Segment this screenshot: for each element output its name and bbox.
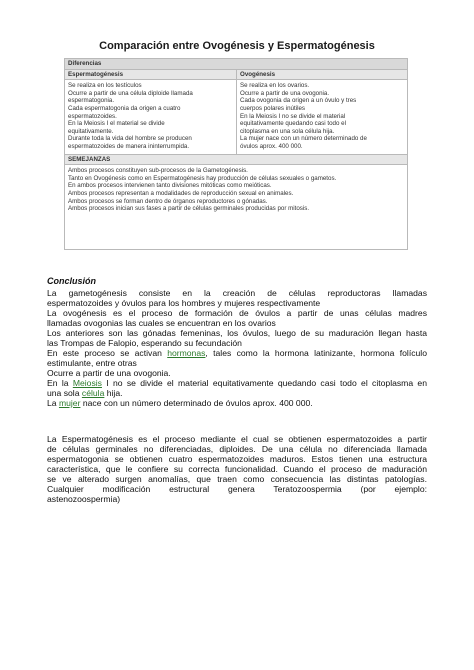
table-line: En ambos procesos intervienen tanto divisiones mitóticas como meióticas. <box>68 182 272 190</box>
table-header-differences: Diferencias <box>65 59 407 70</box>
text-span: una sola <box>47 388 82 398</box>
text-line: astenozoospermia) <box>47 494 121 504</box>
meiosis-link[interactable]: Meiosis <box>72 378 102 388</box>
text-line: las Trompas de Falopio, esperando su fecundación <box>47 338 242 348</box>
text-line: se ve alterado surgen anomalías, que traen como consecuencia las distintas patologías. <box>47 474 427 484</box>
text-line: espermatogonia se obtienen cuatro espermatozoides maduros. Estos tienen una estructura <box>47 454 427 464</box>
text-line <box>47 348 427 358</box>
table-line: Cada espermatogonia da origen a cuatro <box>68 104 181 112</box>
text-span: En la <box>47 378 73 388</box>
table-line: Se realiza en los testículos <box>68 82 142 90</box>
column-head-spermatogenesis: Espermatogénesis <box>65 70 236 81</box>
text-line: espermatozoides y óvulos para los hombres y mujeres respectivamente <box>47 298 321 308</box>
text-line: La ovogénesis es el proceso de formación de óvulos a partir de unas células madres <box>47 308 427 318</box>
table-line: citoplasma en una sola célula hija. <box>240 127 335 135</box>
table-line: espermatozoides. <box>68 112 117 120</box>
text-line: La Espermatogénesis es el proceso mediante el cual se obtienen espermatozoides a partir <box>47 434 427 444</box>
table-line: cuerpos polares inútiles <box>240 104 306 112</box>
text-span: I no se divide el material equitativamente quedando casi todo el citoplasma en <box>101 378 427 388</box>
conclusion-heading: Conclusión <box>47 276 96 286</box>
column-head-oogenesis: Ovogénesis <box>237 70 407 81</box>
column-body-spermatogenesis <box>65 80 236 153</box>
text-line <box>47 378 427 388</box>
similarities-body <box>65 165 407 215</box>
column-oogenesis <box>236 70 407 154</box>
spermatogenesis-paragraph <box>47 434 427 504</box>
column-body-oogenesis <box>237 80 407 153</box>
text-span: nace con un número determinado de óvulos aprox. 400 000. <box>80 398 313 408</box>
table-line: Durante toda la vida del hombre se producen <box>68 135 192 143</box>
conclusion-body <box>47 288 427 408</box>
table-header-similarities: SEMEJANZAS <box>65 155 407 166</box>
celula-link[interactable]: célula <box>81 388 105 398</box>
text-line: Los anteriores son las gónadas femeninas, los óvulos, luego de su maduración llegan hasta <box>47 328 427 338</box>
text-span: hija. <box>104 388 123 398</box>
table-line: Ambos procesos constituyen sub-procesos de la Gametogénesis. <box>68 167 248 175</box>
table-line: Ocurre a partir de una célula diploide llamada <box>68 89 193 97</box>
text-span: , tales como la hormona latinizante, hormona folículo <box>205 348 427 358</box>
text-line: La gametogénesis consiste en la creación de células reproductoras llamadas <box>47 288 427 298</box>
text-span: La <box>47 398 59 408</box>
table-line: Ocurre a partir de una ovogonia. <box>240 89 330 97</box>
comparison-table <box>64 58 408 250</box>
table-line: Cada ovogonia da origen a un óvulo y tres <box>240 97 357 105</box>
table-line: Se realiza en los ovarios. <box>240 82 310 90</box>
table-line: espermatogonia. <box>68 97 115 105</box>
table-line: En la Meiosis I no se divide el material <box>240 112 346 120</box>
table-line: En la Meiosis I el material se divide <box>68 120 165 128</box>
table-columns <box>65 70 407 155</box>
table-line: equitativamente. <box>68 127 114 135</box>
text-line: llamadas ovogonias las cuales se encuentran en los ovarios <box>47 318 276 328</box>
table-line: óvulos aprox. 400 000. <box>240 142 303 150</box>
hormonas-link[interactable]: hormonas <box>167 348 206 358</box>
table-line: Ambos procesos inician sus fases a partir de células germinales producidas por mitosis. <box>68 205 310 213</box>
text-line <box>47 388 427 398</box>
table-line: Tanto en Ovogénesis como en Espermatogénesis hay producción de células sexuales o gametos. <box>68 174 337 182</box>
text-line: estimulante, entre otras <box>47 358 137 368</box>
mujer-link[interactable]: mujer <box>58 398 81 408</box>
table-line: espermatozoides de manera ininterrumpida. <box>68 142 190 150</box>
text-line: Ocurre a partir de una ovogonia. <box>47 368 171 378</box>
text-span: En este proceso se activan <box>47 348 168 358</box>
text-line <box>47 398 427 408</box>
text-line: Cualquier modificación estructural genera Teratozoospermia (por ejemplo: <box>47 484 427 494</box>
column-spermatogenesis <box>65 70 236 154</box>
table-line: La mujer nace con un número determinado de <box>240 135 367 143</box>
table-line: Ambos procesos representan a modalidades de reproducción sexual en animales. <box>68 189 294 197</box>
table-line: equitativamente quedando casi todo el <box>240 120 346 128</box>
text-line: de células germinales no diferenciadas, diploides. De una célula no diferenciada llamada <box>47 444 427 454</box>
page-title: Comparación entre Ovogénesis y Espermatogénesis <box>99 40 375 52</box>
table-line: Ambos procesos se forman dentro de órganos reproductores o gónadas. <box>68 197 268 205</box>
text-line: característica, que le confiere su correcta funcionalidad. Cuando el proceso de maduración <box>47 464 427 474</box>
